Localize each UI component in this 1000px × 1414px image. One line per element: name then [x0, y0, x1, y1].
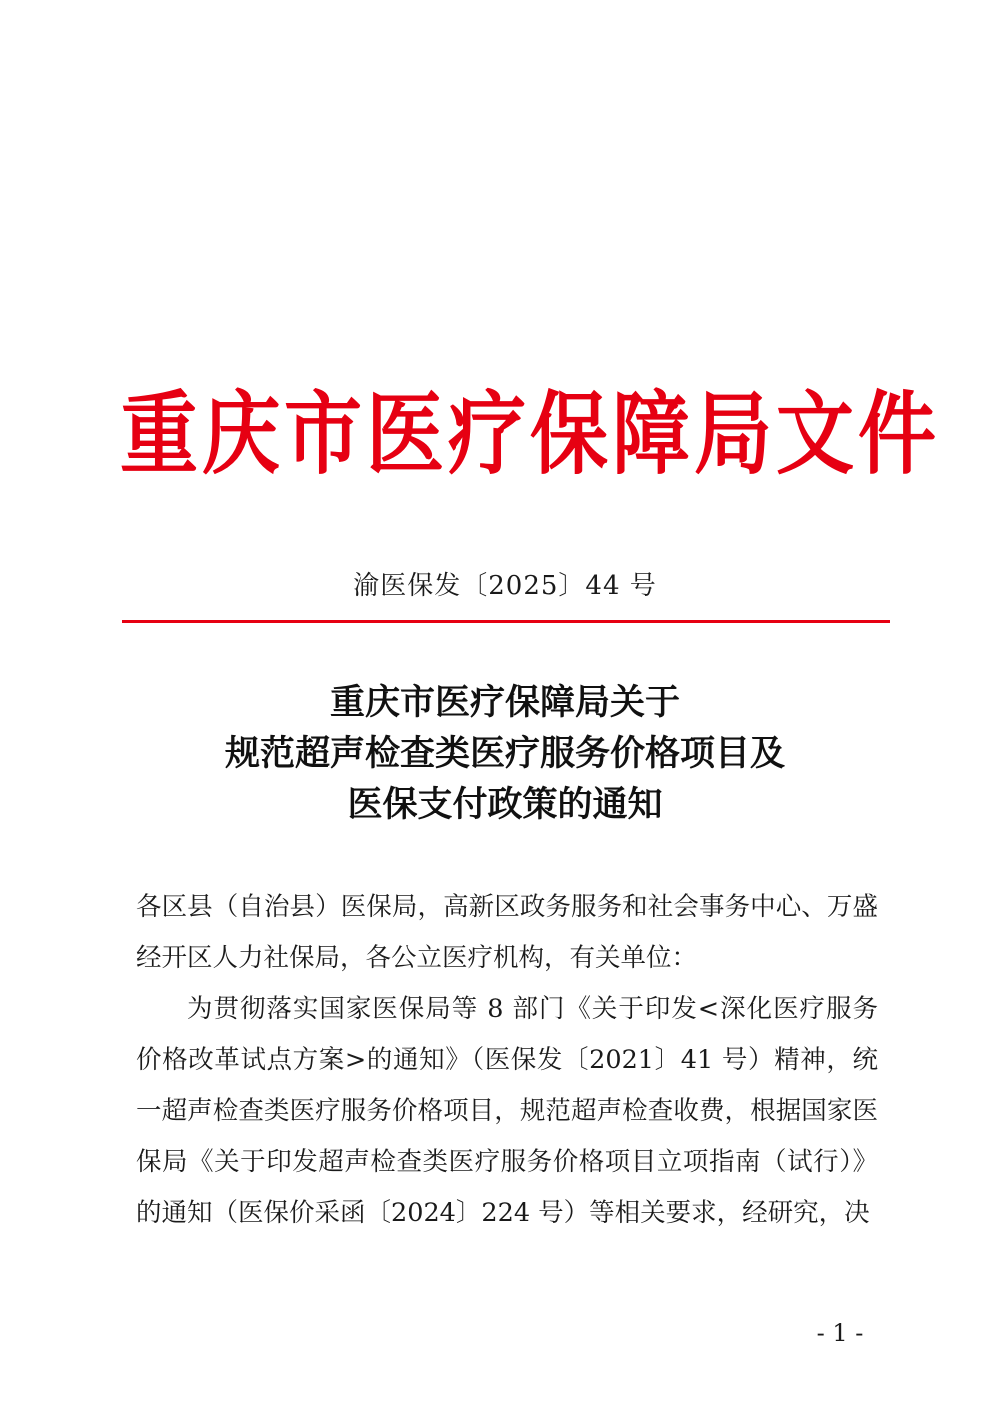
title-line-3: 医保支付政策的通知 — [347, 785, 663, 825]
document-number: 渝医保发〔2025〕44 号 — [353, 571, 657, 601]
title-line-1: 重庆市医疗保障局关于 — [329, 683, 680, 723]
title-line-2: 规范超声检查类医疗服务价格项目及 — [224, 734, 785, 774]
addressee-paragraph: 各区县（自治县）医保局，高新区政务服务和社会事务中心、万盛经开区人力社保局，各公立医疗机构，有关单位： — [136, 892, 878, 973]
red-divider-line — [122, 620, 890, 623]
body-paragraph-1: 为贯彻落实国家医保局等 8 部门《关于印发<深化医疗服务价格改革试点方案>的通知》（医保发〔2021〕41 号）精神，统一超声检查类医疗服务价格项目，规范超声检查收费，根据国家医保局《关于印发超声检查类医疗服务价格项目立项指南（试行）》的通知（医保价采函〔2024〕224 号）等相关要求，经研究，决 — [136, 994, 878, 1228]
document-title — [120, 678, 890, 831]
masthead-title: 重庆市医疗保障局文件 — [120, 383, 941, 487]
page-number: - 1 - — [816, 1319, 864, 1347]
document-body — [136, 882, 878, 1239]
